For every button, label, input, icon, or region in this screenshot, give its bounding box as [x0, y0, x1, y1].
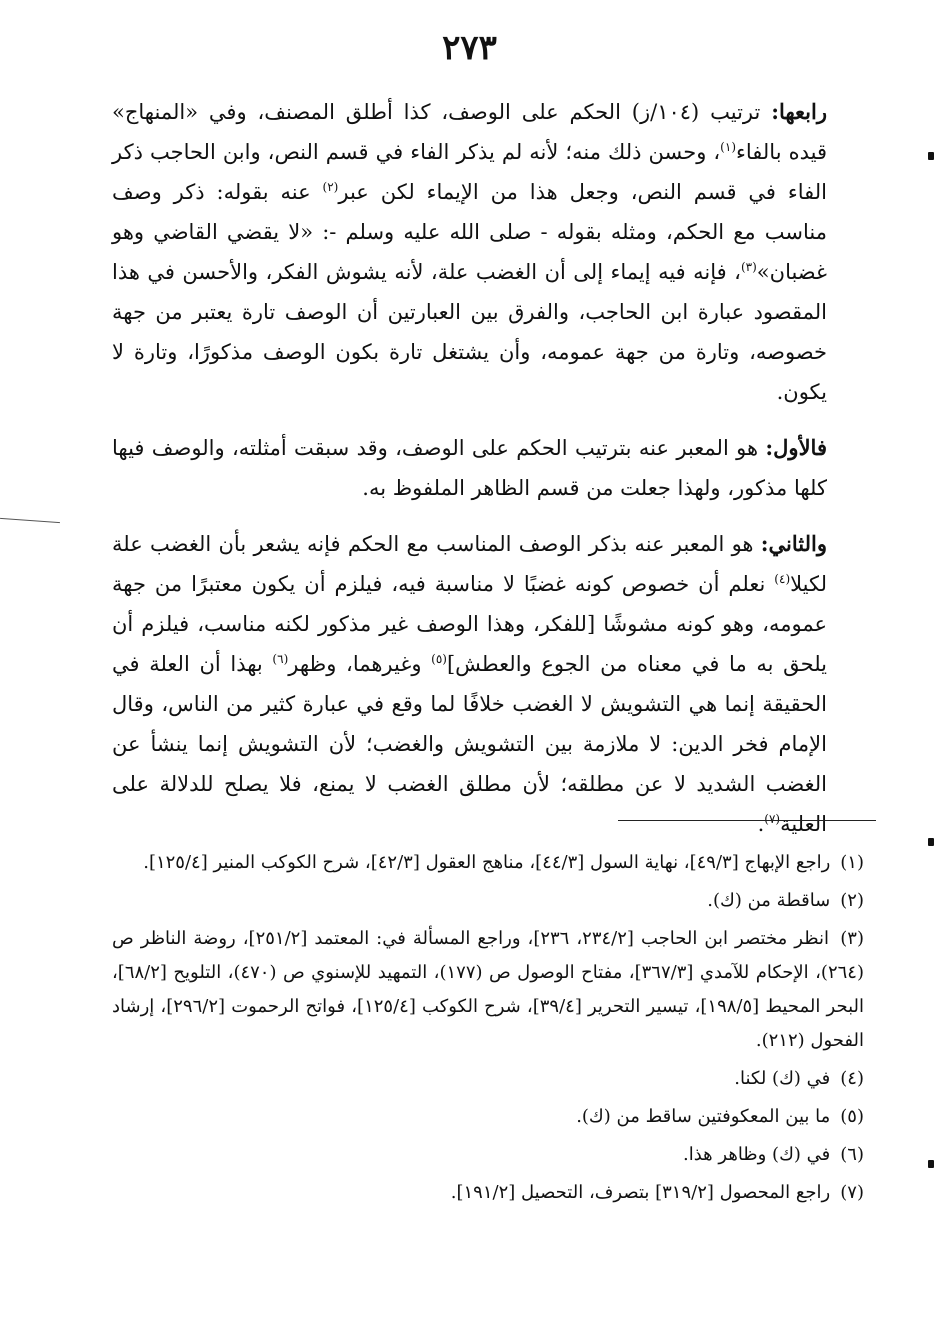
- footnote-text: ما بين المعكوفتين ساقط من (ك).: [576, 1106, 831, 1127]
- footnote-ref: (٦): [272, 652, 289, 666]
- paragraph-text: ، وحسن ذلك منه؛ لأنه لم يذكر الفاء في قسم النص، وابن الحاجب ذكر الفاء في قسم النص، وجعل هذا من الإيماء لكن عبر: [112, 140, 827, 204]
- paragraph-lead: والثاني:: [760, 531, 827, 556]
- footnote-number: (٤): [840, 1068, 864, 1089]
- footnote-number: (٥): [840, 1106, 864, 1127]
- scan-margin-mark: [928, 152, 934, 160]
- scan-margin-mark: [928, 838, 934, 846]
- footnote-item: [112, 1100, 864, 1134]
- paragraph-first: [112, 428, 827, 508]
- footnote-text: في (ك) وظاهر هذا.: [683, 1144, 831, 1165]
- paragraph-text: نعلم أن خصوص كونه غضبًا لا مناسبة فيه، فيلزم أن يكون معتبرًا من جهة عمومه، وهو كونه مشوشًا [للفكر، وهذا الوصف غير مذكور لكنه مناسب، فيلزم أن يلحق به ما في معناه من الجوع والعطش]: [112, 572, 827, 676]
- footnote-ref: (٢): [322, 180, 339, 194]
- paragraph-text: هو المعبر عنه بترتيب الحكم على الوصف، وقد سبقت أمثلته، والوصف فيها كلها مذكور، ولهذا جعلت من قسم الظاهر الملفوظ به.: [112, 436, 827, 500]
- paragraph-text: ، فإنه فيه إيماء إلى أن الغضب علة، لأنه يشوش الفكر، والأحسن في هذا المقصود عبارة ابن الحاجب، والفرق بين العبارتين أن الوصف تارة يعتبر من جهة خصوصه، وتارة من جهة عمومه، وأن يشتغل تارة بكون الوصف مذكورًا، وتارة لا يكون.: [112, 260, 827, 404]
- footnote-item: [112, 922, 864, 1058]
- footnote-number: (١): [840, 852, 864, 873]
- main-text: [112, 92, 827, 860]
- footnote-item: [112, 1138, 864, 1172]
- footnote-item: [112, 1176, 864, 1210]
- footnote-number: (٧): [840, 1182, 864, 1203]
- footnote-text: راجع الإبهاج [٤٩/٣]، نهاية السول [٤٤/٣]، مناهج العقول [٤٢/٣]، شرح الكوكب المنير [١٢٥/٤].: [143, 852, 831, 873]
- paragraph-text: .: [757, 812, 765, 836]
- paragraph-lead: رابعها:: [771, 99, 827, 124]
- scan-margin-mark: [928, 1160, 934, 1168]
- footnote-number: (٢): [840, 890, 864, 911]
- footnote-item: [112, 846, 864, 880]
- footnote-number: (٣): [840, 928, 864, 949]
- footnote-item: [112, 1062, 864, 1096]
- footnote-text: راجع المحصول [٣١٩/٢] بتصرف، التحصيل [١٩١/٢].: [450, 1182, 831, 1203]
- paragraph-text: بهذا أن العلة في الحقيقة إنما هي التشويش لا الغضب خلافًا لما وقع في عبارة كثير من الناس، وقال الإمام فخر الدين: لا ملازمة بين التشويش والغضب؛ لأن التشويش إنما ينشأ عن الغضب الشديد لا عن مطلقه؛ لأن مطلق الغضب لا يمنع، فلا يصلح للدلالة على العلية: [112, 652, 827, 836]
- paragraph-text: عنه بقوله: ذكر وصف مناسب مع الحكم، ومثله بقوله - صلى الله عليه وسلم -: «لا يقضي القاضي وهو غضبان»: [112, 180, 827, 284]
- scan-edge-stroke: [0, 518, 60, 523]
- footnote-number: (٦): [840, 1144, 864, 1165]
- footnote-text: ساقطة من (ك).: [707, 890, 831, 911]
- paragraph-lead: فالأول:: [765, 435, 827, 460]
- paragraph-text: ترتيب (١٠٤/ز) الحكم على الوصف، كذا أطلق المصنف، وفي «المنهاج» قيده بالفاء: [112, 100, 827, 164]
- footnote-ref: (٤): [774, 572, 791, 586]
- page-number: ٢٧٣: [442, 28, 497, 68]
- paragraph-text: هو المعبر عنه بذكر الوصف المناسب مع الحكم فإنه يشعر بأن الغضب علة لكيلا: [112, 532, 827, 596]
- footnote-item: [112, 884, 864, 918]
- footnote-text: انظر مختصر ابن الحاجب [٢٣٤/٢، ٢٣٦]، وراجع المسألة في: المعتمد [٢٥١/٢]، روضة الناظر ص (٢٦٤)، الإحكام للآمدي [٣٦٧/٣]، مفتاح الوصول ص (١٧٧)، التمهيد للإسنوي ص (٤٧٠)، التلويح [٦٨/٢]، البحر المحيط [١٩٨/٥]، تيسير التحرير [٣٩/٤]، شرح الكوكب [١٢٥/٤]، فواتح الرحموت [٢٩٦/٢]، إرشاد الفحول (٢١٢).: [112, 928, 864, 1051]
- footnote-ref: (٣): [740, 260, 757, 274]
- paragraph-fourth: [112, 92, 827, 412]
- paragraph-text: وغيرهما، وظهر: [288, 652, 432, 676]
- footnote-ref: (٧): [764, 812, 781, 826]
- footnote-separator: [618, 820, 876, 821]
- footnote-ref: (١): [720, 140, 736, 154]
- paragraph-second: [112, 524, 827, 844]
- footnote-text: في (ك) لكنا.: [734, 1068, 831, 1089]
- footnotes: [112, 846, 864, 1214]
- footnote-ref: (٥): [431, 652, 447, 666]
